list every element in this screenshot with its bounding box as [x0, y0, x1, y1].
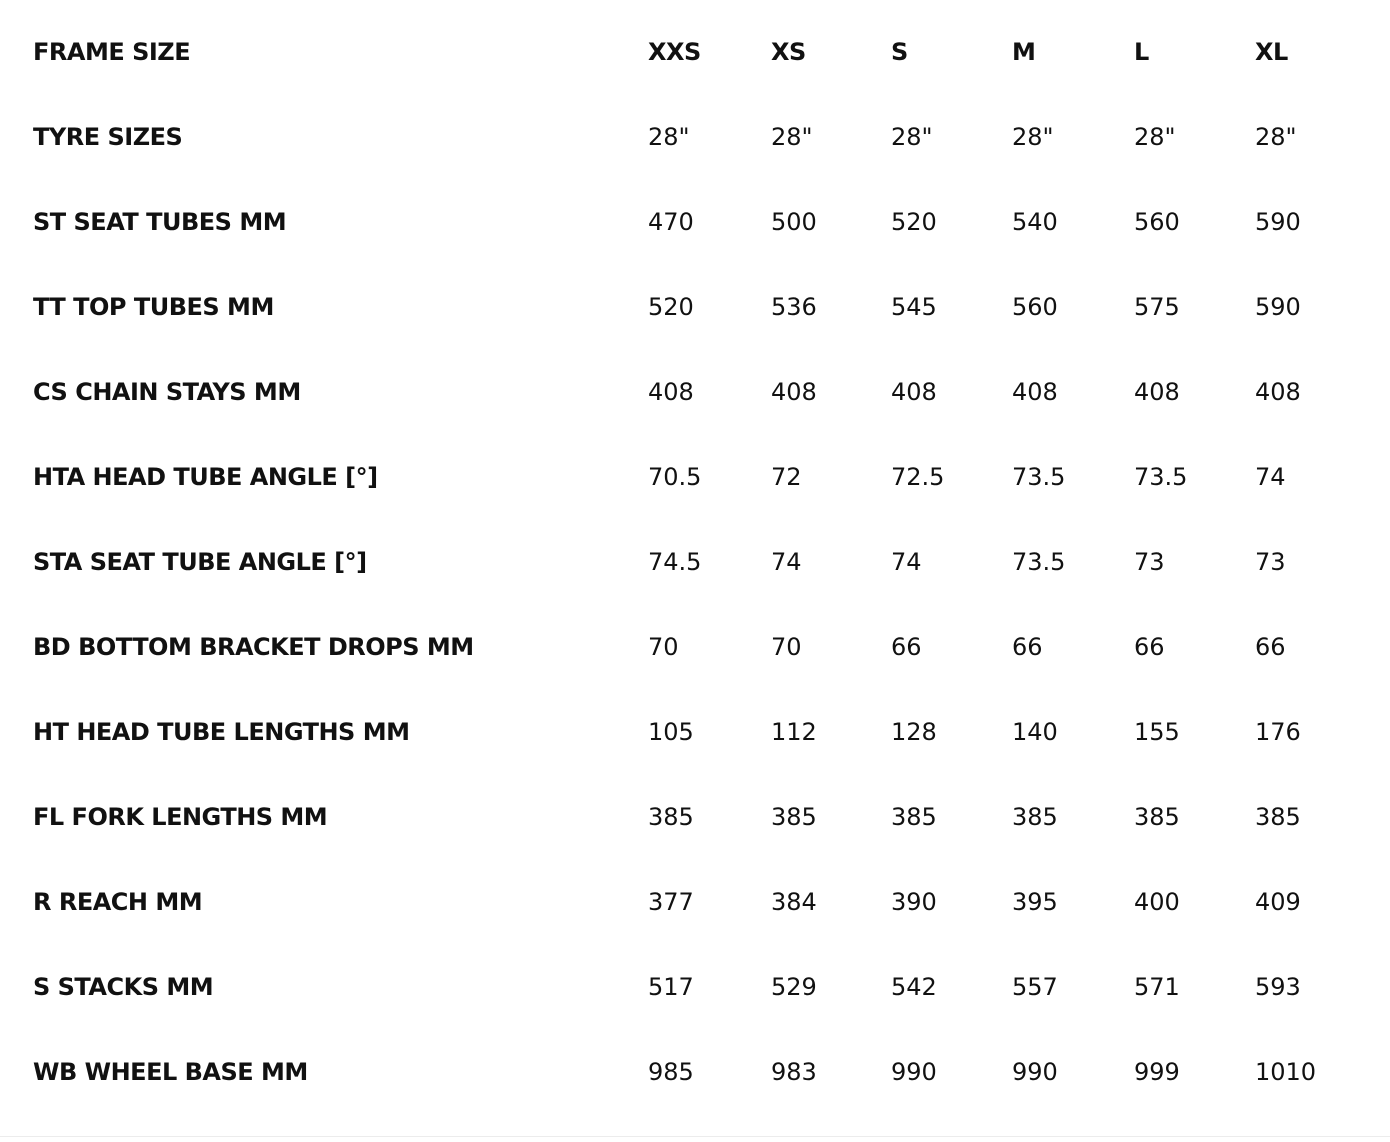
table-cell: 557 [1012, 973, 1058, 1001]
table-cell: 590 [1255, 293, 1301, 321]
table-cell: 74 [1255, 463, 1286, 491]
table-cell: 28" [1012, 123, 1054, 151]
table-cell: 28" [648, 123, 690, 151]
table-row [0, 605, 1390, 690]
table-cell: 408 [1134, 378, 1180, 406]
table-cell: 66 [1134, 633, 1165, 661]
header-label: FRAME SIZE [33, 38, 191, 66]
table-cell: 590 [1255, 208, 1301, 236]
table-cell: 28" [771, 123, 813, 151]
size-header-xs: XS [771, 38, 806, 66]
table-cell: 73 [1255, 548, 1286, 576]
table-cell: 540 [1012, 208, 1058, 236]
table-cell: 385 [771, 803, 817, 831]
table-cell: 73.5 [1012, 548, 1066, 576]
table-cell: 571 [1134, 973, 1180, 1001]
table-cell: 536 [771, 293, 817, 321]
table-cell: 155 [1134, 718, 1180, 746]
table-cell: 999 [1134, 1058, 1180, 1086]
table-cell: 385 [1012, 803, 1058, 831]
table-cell: 176 [1255, 718, 1301, 746]
table-cell: 70 [771, 633, 802, 661]
bottom-divider [0, 1136, 1390, 1137]
row-label: R REACH MM [33, 888, 203, 916]
table-cell: 66 [1255, 633, 1286, 661]
table-row [0, 95, 1390, 180]
table-cell: 66 [1012, 633, 1043, 661]
table-cell: 73.5 [1134, 463, 1188, 491]
row-label: ST SEAT TUBES MM [33, 208, 287, 236]
row-label: HT HEAD TUBE LENGTHS MM [33, 718, 410, 746]
table-cell: 529 [771, 973, 817, 1001]
table-cell: 72.5 [891, 463, 945, 491]
table-cell: 385 [1255, 803, 1301, 831]
table-cell: 73 [1134, 548, 1165, 576]
table-cell: 593 [1255, 973, 1301, 1001]
size-header-m: M [1012, 38, 1036, 66]
table-row [0, 435, 1390, 520]
table-cell: 128 [891, 718, 937, 746]
geometry-table [0, 10, 1390, 1115]
table-cell: 470 [648, 208, 694, 236]
table-cell: 1010 [1255, 1058, 1317, 1086]
table-row [0, 350, 1390, 435]
table-cell: 72 [771, 463, 802, 491]
table-cell: 985 [648, 1058, 694, 1086]
table-cell: 70 [648, 633, 679, 661]
table-cell: 560 [1134, 208, 1180, 236]
table-cell: 28" [1134, 123, 1176, 151]
table-row [0, 265, 1390, 350]
table-row [0, 690, 1390, 775]
table-cell: 520 [648, 293, 694, 321]
table-cell: 408 [891, 378, 937, 406]
table-cell: 385 [891, 803, 937, 831]
table-cell: 28" [891, 123, 933, 151]
row-label: CS CHAIN STAYS MM [33, 378, 301, 406]
row-label: TT TOP TUBES MM [33, 293, 274, 321]
table-cell: 112 [771, 718, 817, 746]
row-label: BD BOTTOM BRACKET DROPS MM [33, 633, 474, 661]
table-row [0, 860, 1390, 945]
row-label: FL FORK LENGTHS MM [33, 803, 328, 831]
table-cell: 73.5 [1012, 463, 1066, 491]
table-cell: 385 [1134, 803, 1180, 831]
table-cell: 74 [891, 548, 922, 576]
table-cell: 500 [771, 208, 817, 236]
size-header-xl: XL [1255, 38, 1288, 66]
table-cell: 542 [891, 973, 937, 1001]
row-label: HTA HEAD TUBE ANGLE [°] [33, 463, 378, 491]
table-cell: 400 [1134, 888, 1180, 916]
table-cell: 517 [648, 973, 694, 1001]
row-label: TYRE SIZES [33, 123, 183, 151]
table-cell: 74.5 [648, 548, 702, 576]
row-label: STA SEAT TUBE ANGLE [°] [33, 548, 367, 576]
table-row [0, 1030, 1390, 1115]
size-header-xxs: XXS [648, 38, 701, 66]
table-cell: 408 [1012, 378, 1058, 406]
row-label: WB WHEEL BASE MM [33, 1058, 308, 1086]
table-cell: 983 [771, 1058, 817, 1086]
table-header-row [0, 10, 1390, 95]
size-header-l: L [1134, 38, 1149, 66]
table-cell: 385 [648, 803, 694, 831]
table-cell: 408 [1255, 378, 1301, 406]
table-row [0, 520, 1390, 605]
table-cell: 395 [1012, 888, 1058, 916]
table-cell: 408 [648, 378, 694, 406]
table-cell: 105 [648, 718, 694, 746]
table-row [0, 945, 1390, 1030]
row-label: S STACKS MM [33, 973, 214, 1001]
table-cell: 575 [1134, 293, 1180, 321]
table-cell: 384 [771, 888, 817, 916]
table-row [0, 180, 1390, 265]
table-cell: 990 [1012, 1058, 1058, 1086]
table-cell: 408 [771, 378, 817, 406]
table-cell: 377 [648, 888, 694, 916]
table-cell: 545 [891, 293, 937, 321]
size-header-s: S [891, 38, 908, 66]
table-cell: 140 [1012, 718, 1058, 746]
table-cell: 560 [1012, 293, 1058, 321]
table-cell: 74 [771, 548, 802, 576]
table-cell: 66 [891, 633, 922, 661]
table-cell: 520 [891, 208, 937, 236]
table-row [0, 775, 1390, 860]
table-cell: 390 [891, 888, 937, 916]
table-cell: 990 [891, 1058, 937, 1086]
table-cell: 409 [1255, 888, 1301, 916]
table-cell: 28" [1255, 123, 1297, 151]
table-cell: 70.5 [648, 463, 702, 491]
